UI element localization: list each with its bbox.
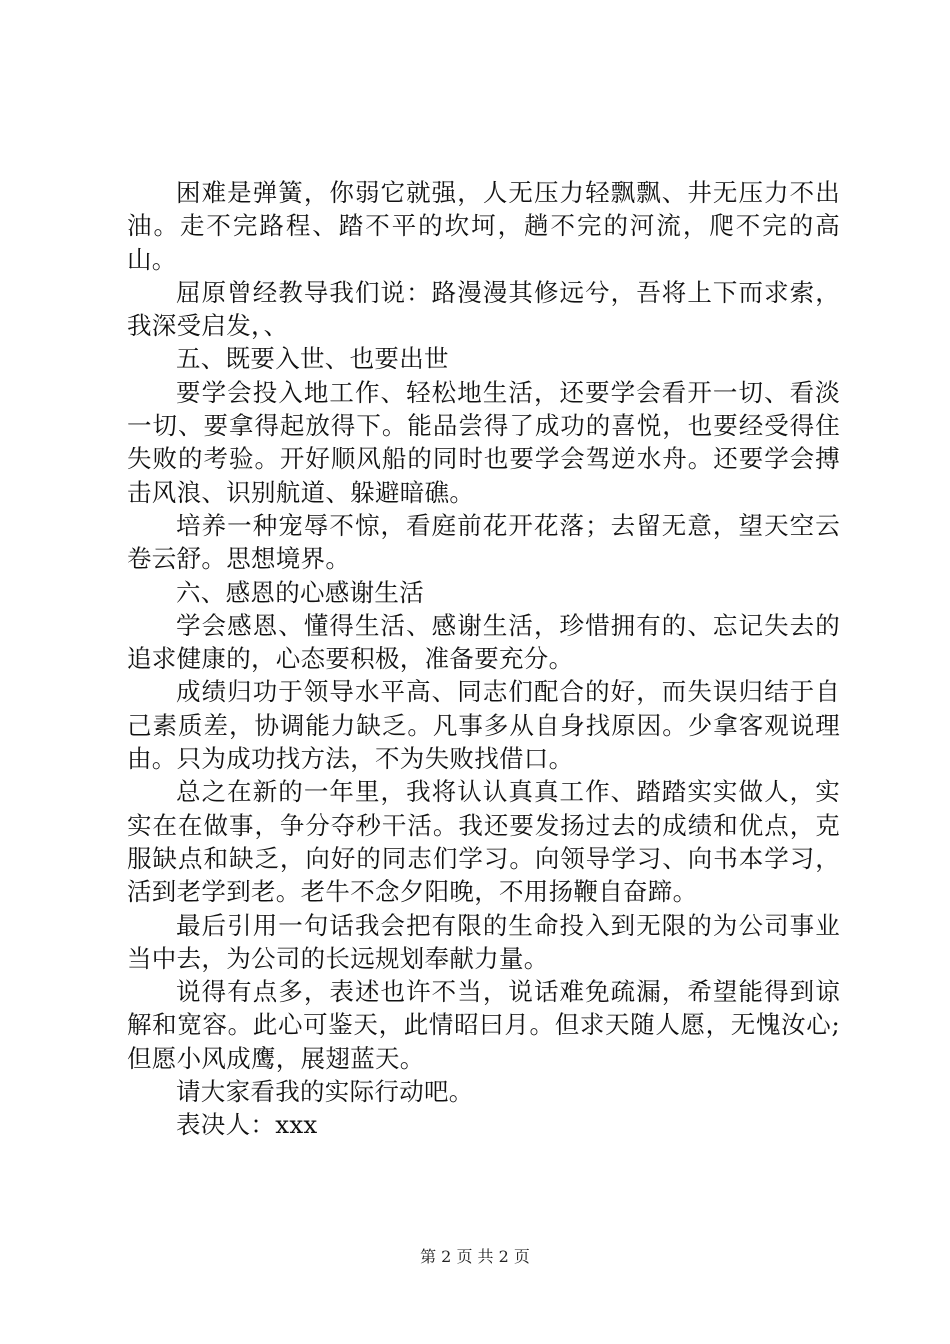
paragraph: 说得有点多，表述也许不当，说话难免疏漏，希望能得到谅解和宽容。此心可鉴天，此情昭曰月。但求天随人愿，无愧汝心;但愿小风成鹰，展翅蓝天。 (127, 977, 840, 1073)
paragraph: 总之在新的一年里，我将认认真真工作、踏踏实实做人，实实在在做事，争分夺秒干活。我还要发扬过去的成绩和优点，克服缺点和缺乏，向好的同志们学习。向领导学习、向书本学习，活到老学到老。老牛不念夕阳晚，不用扬鞭自奋蹄。 (127, 777, 840, 907)
section-heading: 六、感恩的心感谢生活 (176, 577, 424, 607)
paragraph: 学会感恩、懂得生活、感谢生活，珍惜拥有的、忘记失去的追求健康的，心态要积极，准备要充分。 (127, 610, 840, 674)
section-heading: 五、既要入世、也要出世 (176, 344, 449, 374)
paragraph: 请大家看我的实际行动吧。 (176, 1077, 474, 1107)
paragraph: 要学会投入地工作、轻松地生活，还要学会看开一切、看淡一切、要拿得起放得下。能品尝得了成功的喜悦，也要经受得住失败的考验。开好顺风船的同时也要学会驾逆水舟。还要学会搏击风浪、识别航道、躲避暗礁。 (127, 377, 840, 507)
paragraph: 困难是弹簧，你弱它就强，人无压力轻飘飘、井无压力不出油。走不完路程、踏不平的坎坷，趟不完的河流，爬不完的高山。 (127, 178, 840, 274)
paragraph: 成绩归功于领导水平高、同志们配合的好，而失误归结于自己素质差，协调能力缺乏。凡事多从自身找原因。少拿客观说理由。只为成功找方法，不为失败找借口。 (127, 677, 840, 774)
paragraph: 屈原曾经教导我们说：路漫漫其修远兮，吾将上下而求索，我深受启发，、 (127, 277, 840, 341)
page-number-footer: 第 2 页 共 2 页 (420, 1247, 530, 1266)
paragraph: 最后引用一句话我会把有限的生命投入到无限的为公司事业当中去，为公司的长远规划奉献力量。 (127, 910, 840, 973)
signature-line: 表决人：xxx (176, 1110, 318, 1140)
document-body (127, 176, 840, 1142)
paragraph: 培养一种宠辱不惊，看庭前花开花落；去留无意，望天空云卷云舒。思想境界。 (127, 510, 840, 574)
